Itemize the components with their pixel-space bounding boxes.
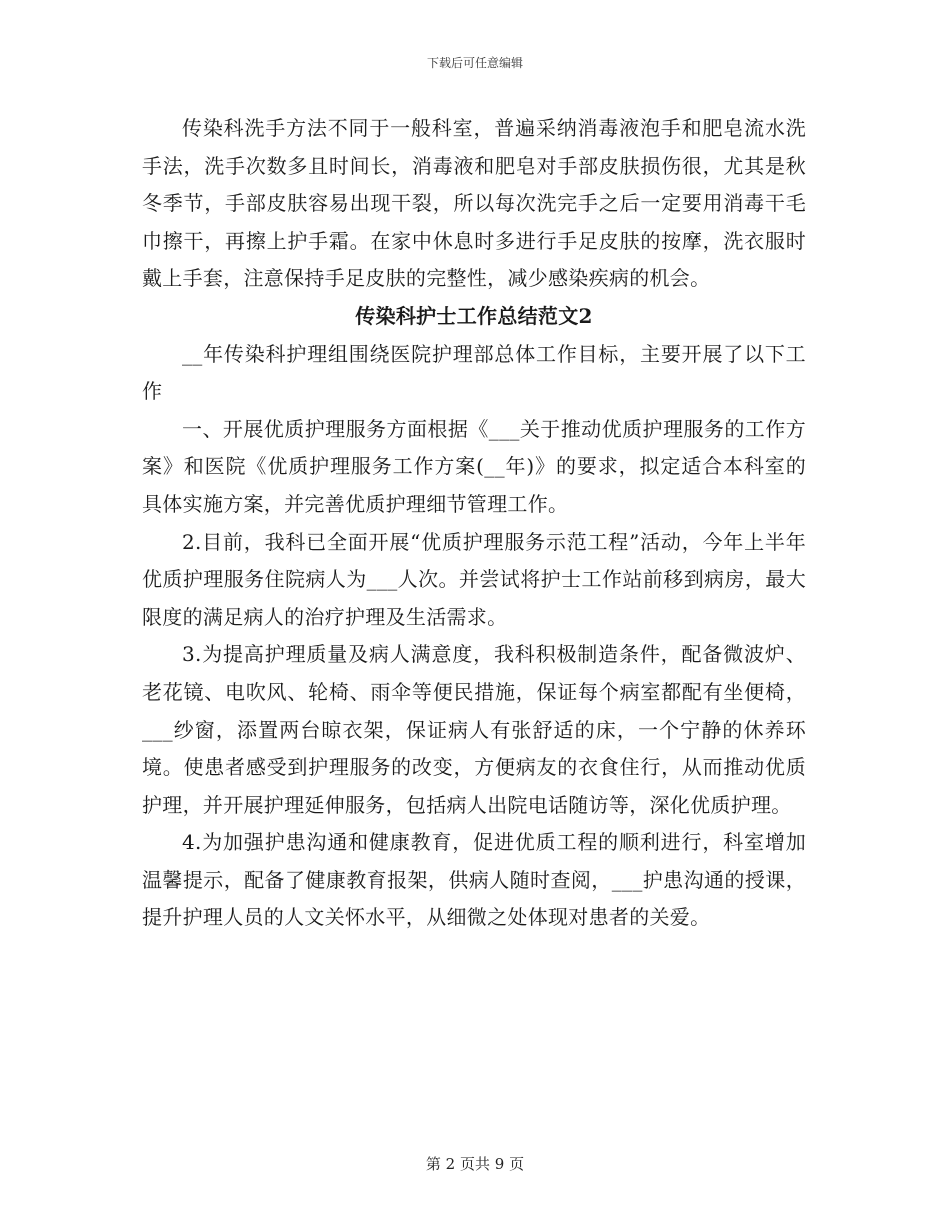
document-body bbox=[142, 110, 806, 937]
paragraph: __年传染科护理组围绕医院护理部总体工作目标，主要开展了以下工作 bbox=[142, 341, 806, 404]
paragraph: 3.为提高护理质量及病人满意度，我科积极制造条件，配备微波炉、老花镜、电吹风、轮椅、雨伞等便民措施，保证每个病室都配有坐便椅，___纱窗，添置两台晾衣架，保证病人有张舒适的床，一个宁静的休养环境。使患者感受到护理服务的改变，方便病友的衣食住行，从而推动优质护理，并开展护理延伸服务，包括病人出院电话随访等，深化优质护理。 bbox=[142, 642, 806, 817]
page-header: 下载后可任意编辑 bbox=[426, 56, 523, 70]
paragraph: 2.目前，我科已全面开展“优质护理服务示范工程”活动，今年上半年优质护理服务住院病人为___人次。并尝试将护士工作站前移到病房，最大限度的满足病人的治疗护理及生活需求。 bbox=[142, 529, 806, 629]
paragraph: 传染科洗手方法不同于一般科室，普遍采纳消毒液泡手和肥皂流水洗手法，洗手次数多且时间长，消毒液和肥皂对手部皮肤损伤很，尤其是秋冬季节，手部皮肤容易出现干裂，所以每次洗完手之后一定要用消毒干毛巾擦干，再擦上护手霜。在家中休息时多进行手足皮肤的按摩，洗衣服时戴上手套，注意保持手足皮肤的完整性，减少感染疾病的机会。 bbox=[142, 116, 806, 291]
page-number: 第 2 页共 9 页 bbox=[425, 1155, 525, 1173]
paragraph: 4.为加强护患沟通和健康教育，促进优质工程的顺利进行，科室增加温馨提示，配备了健康教育报架，供病人随时查阅，___护患沟通的授课，提升护理人员的人文关怀水平，从细微之处体现对患者的关爱。 bbox=[142, 830, 806, 930]
paragraph: 一、开展优质护理服务方面根据《___关于推动优质护理服务的工作方案》和医院《优质护理服务工作方案(__年)》的要求，拟定适合本科室的具体实施方案，并完善优质护理细节管理工作。 bbox=[142, 416, 806, 516]
section-title: 传染科护士工作总结范文2 bbox=[355, 303, 593, 328]
